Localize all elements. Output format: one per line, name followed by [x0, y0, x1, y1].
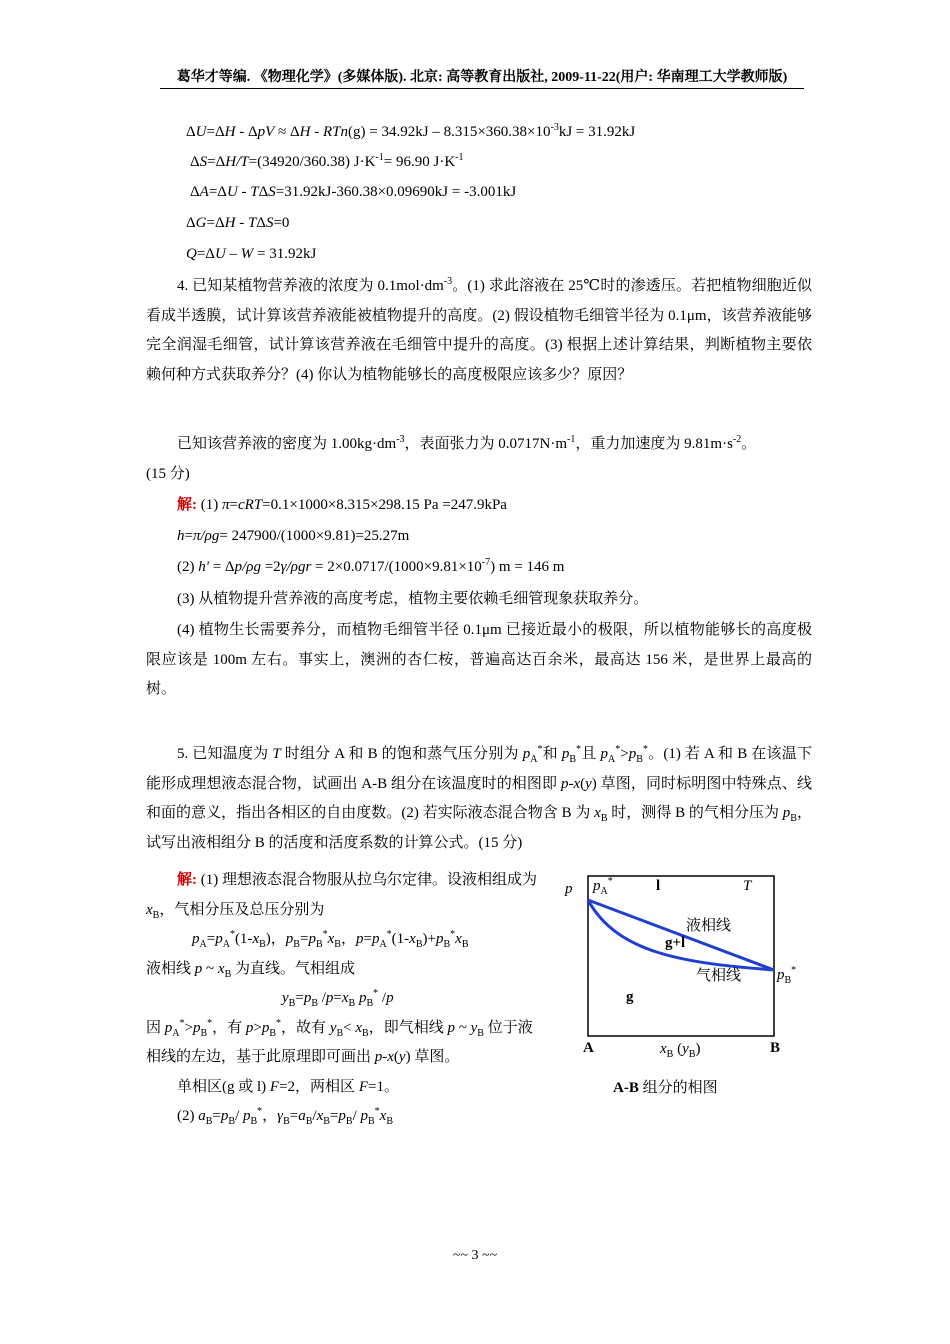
- vapor-composition-equation: $y_B=p_B$ $/p=x_B$ $p_B^*$ /p: [282, 988, 394, 1009]
- equation-helmholtz: ΔA=ΔU - TΔS=31.92kJ-360.38×0.09690kJ = -3.001kJ: [190, 184, 517, 200]
- pB-star-label: $p_B^*$: [777, 965, 797, 986]
- phase-diagram: [562, 868, 810, 1098]
- page-number: ~~ 3 ~~: [452, 1248, 498, 1263]
- pA-star-label: $p_A^*$: [593, 876, 613, 897]
- equation-heat: Q=ΔU – W = 31.92kJ: [186, 246, 317, 262]
- region-liquid-label: l: [656, 878, 661, 894]
- problem-4-solution-1: 解: (1) π=cRT=0.1×1000×8.315×298.15 Pa =247.9kPa: [177, 497, 507, 513]
- region-gas-label: g: [626, 989, 634, 1005]
- problem-5-solution: 解: (1) 理想液态混合物服从拉乌尔定律。设液相组成为 $x_B$，气相分压及总压分别为 $p_A=p_A^*(1-x_B)$，$p_B=p_B^*x_B$，$p=p_A^*(1-x_B)+p_B^*x_B$ 液相线 p ~ $x_B$ 为直线。气相组成 $y_B=p_B$ $/p=x_B$ $p_B^*$ /p 因 $p_A^*>p_B^*$，有 $p>p_B^*$，故有 $y_B< x_B$，即气相线 p ~ $y_B$ 位于液相线的左边，基于此原理即可画出 p-x(y) 草图。 单相区(g 或 l) F=2，两相区 F=1。 (2) $a_B=p_B/$ $p_B^*$，$\gamma_B=a_B/x_B=p_B/$ $p_B^*x_B$: [146, 866, 546, 1132]
- component-a-label: A: [583, 1040, 594, 1056]
- component-b-label: B: [770, 1040, 781, 1056]
- header-rule: [160, 88, 804, 89]
- equation-gibbs: ΔG=ΔH - TΔS=0: [186, 215, 290, 231]
- problem-4-given: 已知该营养液的密度为 $1.00kg\cdot dm^{-3}$，表面张力为 $0.0717N\cdot m^{-1}$，重力加速度为 $9.81m\cdot s^{-2}$。 (15 分): [146, 434, 757, 482]
- problem-5-statement: 5. 已知温度为 T 时组分 A 和 B 的饱和蒸气压分别为 $p_A^*$和 $p_B^*$且 $p_A^*>p_B^*$。(1) 若 A 和 B 在该温下能形成理想液态混合物，试画出 A-B 组分在该温度时的相图即 p-x(y) 草图，同时标明图中特殊点、线和面的意义，指出各相区的自由度数。(2) 若实际液态混合物含 B 为 $x_B$ 时，测得 B 的气相分压为 $p_B$，试写出液相组分 B 的活度和活度系数的计算公式。(15 分): [146, 744, 812, 851]
- problem-4-solution-3: (2) $h' = \Delta p/\rho g =2\gamma/\rho gr = 2\times 0.0717/(1000\times 9.81\times 10^{-7}) m = 146$ m: [177, 557, 565, 575]
- problem-4-statement: 4. 已知某植物营养液的浓度为 $0.1mol\cdot dm^{-3}$。(1) 求此溶液在 25℃时的渗透压。若把植物细胞近似看成半透膜，试计算该营养液能被植物提升的高度。(2) 假设植物毛细管半径为 0.1μm，该营养液能够完全润湿毛细管，试计算该营养液在毛细管中提升的高度。(3) 根据上述计算结果，判断植物主要依赖何种方式获取养分？(4) 你认为植物能够长的高度极限应该多少？原因？: [146, 276, 812, 383]
- raoult-equations: $p_A=p_A^*(1-x_B)$，$p_B=p_B^*x_B$，$p=p_A^*(1-x_B)+p_B^*x_B$: [192, 929, 469, 950]
- temperature-label: T: [743, 878, 752, 894]
- problem-4-solution-4: (3) 从植物提升营养液的高度考虑，植物主要依赖毛细管现象获取养分。: [177, 591, 649, 607]
- figure-caption: A-B 组分的相图: [613, 1080, 718, 1096]
- problem-4-solution-5: (4) 植物生长需要养分，而植物毛细管半径 0.1μm 已接近最小的极限，所以植物能够长的高度极限应该是 100m 左右。事实上，澳洲的杏仁桉，普遍高达百余米，最高达 156 米，是世界上最高的树。: [146, 622, 812, 697]
- problem-4-solution-2: h=π/ρg= 247900/(1000×9.81)=25.27m: [177, 528, 410, 544]
- diagram-frame: [588, 876, 774, 1036]
- liquid-line-label: 液相线: [686, 918, 732, 934]
- vapor-line-label: 气相线: [696, 968, 742, 984]
- header-citation: 葛华才等编. 《物理化学》(多媒体版). 北京: 高等教育出版社, 2009-11-22(用户: 华南理工大学教师版): [176, 70, 788, 85]
- two-phase-label: g+l: [665, 935, 686, 951]
- equation-entropy: ΔS=ΔH/T=(34920/360.38) $J\cdot K^{-1}= 96.90$ $J\cdot K^{-1}$: [190, 152, 464, 170]
- equation-internal-energy: $\Delta U=\Delta H - \Delta pV \approx \Delta H - RTn(g) = 34.92kJ - 8.315\times 360.38\times 10^{-3}kJ = 31.92kJ$: [186, 122, 636, 140]
- y-axis-label: p: [565, 881, 573, 897]
- x-axis-label: $x_B$ $(y_B)$: [660, 1041, 701, 1060]
- phase-diagram-svg: [562, 868, 810, 1098]
